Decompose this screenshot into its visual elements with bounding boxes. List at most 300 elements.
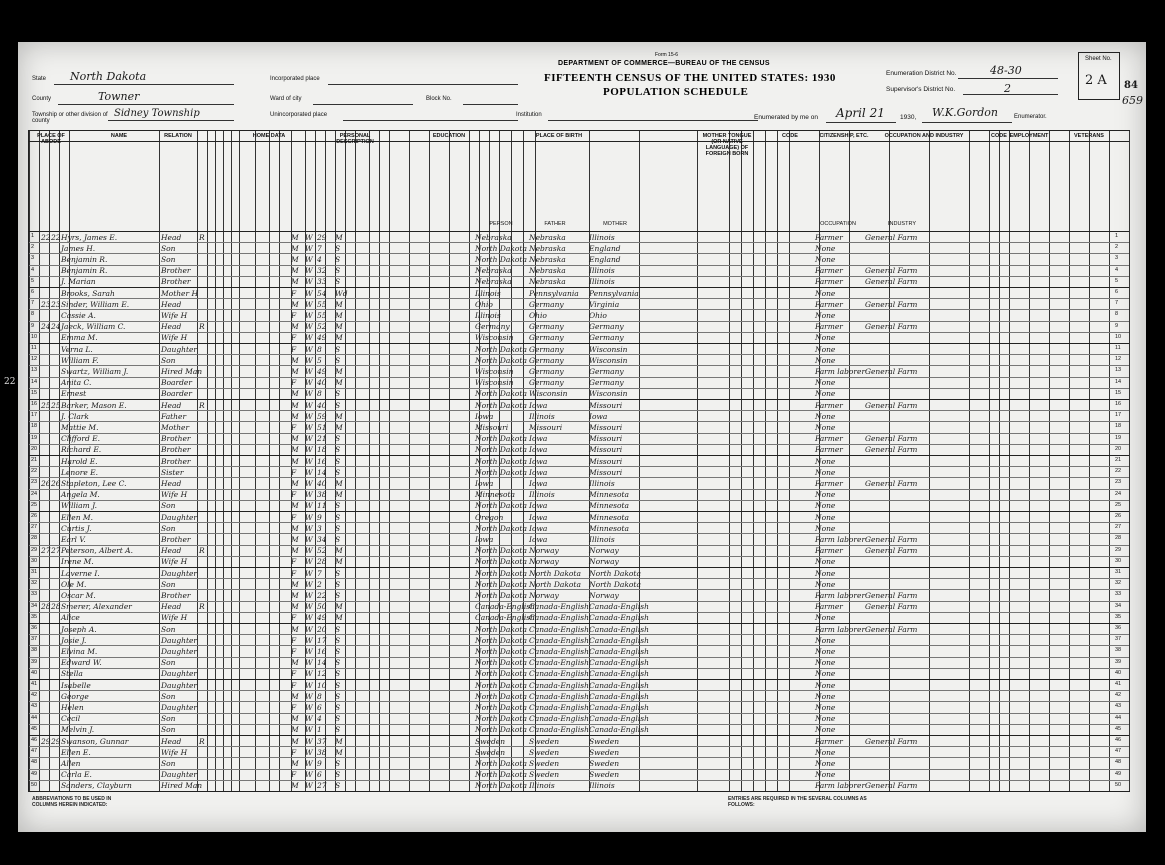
cell-mother: Missouri xyxy=(589,422,623,432)
cell-age: 9 xyxy=(317,512,322,522)
cell-own xyxy=(199,646,209,657)
row-number: 19 xyxy=(31,434,38,441)
row-number: 17 xyxy=(31,412,38,419)
cell-race: W xyxy=(305,714,313,724)
cell-sex: M xyxy=(291,411,299,421)
row-number: 40 xyxy=(31,669,38,676)
cell-rel: Daughter xyxy=(161,568,197,578)
cell-name: Angela M. xyxy=(61,490,100,500)
cell-birth: North Dakota xyxy=(475,557,527,567)
cell-dw: 25 xyxy=(41,400,51,410)
cell-own xyxy=(199,310,209,321)
cell-occ: Farm laborer xyxy=(815,534,866,544)
cell-name: Peterson, Albert A. xyxy=(61,546,133,556)
cell-rel: Head xyxy=(161,232,182,242)
cell-rel: Son xyxy=(161,691,176,701)
cell-mother: North Dakota xyxy=(589,579,641,589)
cell-own xyxy=(199,724,209,735)
cell-occ: Farmer xyxy=(815,266,843,276)
cell-sex: M xyxy=(291,624,299,634)
cell-rel: Brother xyxy=(161,277,191,287)
cell-ind xyxy=(865,556,919,567)
cell-mother: Canada-English xyxy=(589,725,649,735)
cell-rel: Son xyxy=(161,714,176,724)
cell-own: R xyxy=(199,736,205,746)
enumerator-signature: W.K.Gordon xyxy=(932,106,999,119)
cell-rel: Daughter xyxy=(161,344,197,354)
cell-name: Helen xyxy=(61,702,84,712)
cell-sex: F xyxy=(291,702,297,712)
cell-race: W xyxy=(305,501,313,511)
cell-mother: Sweden xyxy=(589,770,620,780)
cell-mother: Canada-English xyxy=(589,714,649,724)
cell-birth: Ohio xyxy=(475,299,493,309)
cell-ms: S xyxy=(335,277,341,287)
cell-name: Harold E. xyxy=(61,456,98,466)
cell-ind: General Farm xyxy=(865,266,918,276)
row-number-right: 22 xyxy=(1115,468,1122,475)
cell-ms: S xyxy=(335,646,341,656)
cell-race: W xyxy=(305,254,313,264)
row-number: 36 xyxy=(31,625,38,631)
cell-race: W xyxy=(305,333,313,343)
grid-column-line xyxy=(999,131,1000,791)
cell-birth: North Dakota xyxy=(475,456,527,466)
cell-mother: Canada-English xyxy=(589,658,649,668)
cell-mother: Canada-English xyxy=(589,635,649,645)
cell-name: Curtis J. xyxy=(61,523,92,533)
cell-father: Iowa xyxy=(529,434,548,444)
cell-race: W xyxy=(305,389,313,399)
cell-father: Iowa xyxy=(529,523,548,533)
cell-occ: None xyxy=(815,243,836,253)
cell-ms: S xyxy=(335,456,341,466)
cell-sex: F xyxy=(291,333,297,343)
cell-own xyxy=(199,568,209,579)
row-number-right: 37 xyxy=(1115,636,1122,643)
cell-father: Canada-English xyxy=(529,680,589,690)
cell-ms: M xyxy=(335,310,343,320)
cell-age: 51 xyxy=(317,422,327,432)
row-number-right: 25 xyxy=(1115,501,1122,508)
row-number-right: 5 xyxy=(1115,277,1119,284)
cell-own xyxy=(199,758,209,769)
cell-ind: General Farm xyxy=(865,400,918,410)
cell-ind xyxy=(865,467,919,478)
block-label: Block No. xyxy=(426,96,452,102)
cell-own xyxy=(199,691,209,702)
cell-sex: M xyxy=(291,355,299,365)
cell-occ: None xyxy=(815,658,836,668)
cell-age: 4 xyxy=(317,254,322,264)
cell-own xyxy=(199,299,209,310)
cell-occ: None xyxy=(815,725,836,735)
cell-mother: England xyxy=(589,243,621,253)
cell-age: 21 xyxy=(317,434,327,444)
cell-rel: Son xyxy=(161,243,176,253)
cell-age: 27 xyxy=(317,781,327,791)
cell-occ: None xyxy=(815,702,836,712)
row-number-right: 6 xyxy=(1115,289,1119,295)
column-group-heading: PLACE OF BIRTH xyxy=(535,133,583,139)
row-number-right: 44 xyxy=(1115,714,1122,721)
cell-race: W xyxy=(305,232,313,242)
cell-occ: None xyxy=(815,613,836,623)
cell-ms: S xyxy=(335,534,341,544)
cell-occ: None xyxy=(815,490,836,500)
grid-column-line xyxy=(231,131,232,791)
grid-column-line xyxy=(279,131,280,791)
cell-age: 50 xyxy=(317,602,327,612)
cell-ms: S xyxy=(335,434,341,444)
cell-ind xyxy=(865,288,919,299)
cell-birth: North Dakota xyxy=(475,669,527,679)
cell-ind xyxy=(865,657,919,668)
cell-age: 49 xyxy=(317,366,327,376)
cell-father: Iowa xyxy=(529,400,548,410)
grid-column-line xyxy=(469,131,470,791)
cell-occ: None xyxy=(815,714,836,724)
cell-name: Laverne I. xyxy=(61,568,100,578)
cell-race: W xyxy=(305,445,313,455)
cell-mother: Wisconsin xyxy=(589,355,628,365)
cell-name: Allen xyxy=(61,758,81,768)
row-number-right: 38 xyxy=(1115,647,1122,654)
cell-birth: North Dakota xyxy=(475,624,527,634)
cell-mother: Virginia xyxy=(589,299,620,309)
cell-rel: Son xyxy=(161,624,176,634)
cell-race: W xyxy=(305,478,313,488)
cell-ms: M xyxy=(335,490,343,500)
cell-rel: Son xyxy=(161,254,176,264)
cell-age: 55 xyxy=(317,299,327,309)
cell-father: Canada-English xyxy=(529,725,589,735)
cell-race: W xyxy=(305,266,313,276)
cell-birth: Missouri xyxy=(475,422,509,432)
row-number: 15 xyxy=(31,389,38,396)
cell-sex: F xyxy=(291,747,297,757)
census-grid xyxy=(28,130,1130,792)
cell-birth: North Dakota xyxy=(475,434,527,444)
cell-own xyxy=(199,433,209,444)
cell-name: Joseph A. xyxy=(61,624,97,634)
grid-column-line xyxy=(269,131,270,791)
cell-ind xyxy=(865,512,919,523)
cell-name: Anita C. xyxy=(61,378,92,388)
cell-ms: S xyxy=(335,781,341,791)
cell-own xyxy=(199,556,209,567)
census-sheet xyxy=(18,42,1146,832)
row-number: 3 xyxy=(31,255,35,262)
row-number: 48 xyxy=(31,759,38,766)
sheet-number-box xyxy=(1078,52,1120,100)
cell-name: Ellen E. xyxy=(61,747,91,757)
cell-name: J. Marian xyxy=(61,277,96,287)
form-number: Form 15-6 xyxy=(655,52,679,58)
cell-name: William J. xyxy=(61,501,97,511)
cell-ms: M xyxy=(335,613,343,623)
cell-father: Canada-English xyxy=(529,691,589,701)
grid-column-line xyxy=(777,131,778,791)
row-number: 20 xyxy=(31,445,38,452)
cell-occ: None xyxy=(815,523,836,533)
row-number-right: 48 xyxy=(1115,759,1122,766)
cell-age: 6 xyxy=(317,770,322,780)
cell-rel: Head xyxy=(161,322,182,332)
cell-occ: None xyxy=(815,344,836,354)
column-group-heading: PLACE OF ABODE xyxy=(37,133,65,145)
cell-name: Benjamin R. xyxy=(61,266,108,276)
cell-own xyxy=(199,769,209,780)
cell-ind: General Farm xyxy=(865,736,918,746)
township-value: Sidney Township xyxy=(114,108,200,119)
cell-ind xyxy=(865,612,919,623)
cell-ms: S xyxy=(335,658,341,668)
cell-ms: S xyxy=(335,590,341,600)
cell-father: Nebraska xyxy=(529,266,566,276)
cell-sex: F xyxy=(291,512,297,522)
cell-father: Germany xyxy=(529,378,564,388)
cell-occ: Farm laborer xyxy=(815,624,866,634)
row-number-right: 3 xyxy=(1115,255,1119,262)
row-number: 42 xyxy=(31,692,38,699)
cell-occ: None xyxy=(815,646,836,656)
grid-column-line xyxy=(29,131,30,791)
cell-own xyxy=(199,422,209,433)
cell-ind xyxy=(865,646,919,657)
cell-father: Iowa xyxy=(529,534,548,544)
cell-mother: Germany xyxy=(589,333,624,343)
cell-ms: S xyxy=(335,266,341,276)
cell-mother: Canada-English xyxy=(589,613,649,623)
department-title: DEPARTMENT OF COMMERCE—BUREAU OF THE CENSUS xyxy=(558,60,770,67)
cell-name: Barker, Mason E. xyxy=(61,400,127,410)
row-number: 6 xyxy=(31,289,35,295)
cell-name: Emma M. xyxy=(61,333,98,343)
cell-own xyxy=(199,411,209,422)
column-subheading: INDUSTRY xyxy=(887,221,916,227)
cell-mother: Wisconsin xyxy=(589,344,628,354)
row-number: 38 xyxy=(31,647,38,654)
cell-sex: F xyxy=(291,635,297,645)
enum-district-value: 48-30 xyxy=(990,64,1022,77)
cell-own xyxy=(199,388,209,399)
cell-ind xyxy=(865,500,919,511)
cell-rel: Head xyxy=(161,602,182,612)
cell-mother: Sweden xyxy=(589,758,620,768)
stamp-side-number: 659 xyxy=(1122,94,1143,107)
cell-age: 7 xyxy=(317,568,322,578)
row-number-right: 15 xyxy=(1115,389,1122,396)
cell-rel: Wife H xyxy=(161,747,188,757)
cell-own: R xyxy=(199,400,205,410)
cell-mother: Minnesota xyxy=(589,512,630,522)
cell-ms: S xyxy=(335,725,341,735)
cell-birth: North Dakota xyxy=(475,445,527,455)
cell-ms: S xyxy=(335,770,341,780)
row-number: 41 xyxy=(31,681,38,687)
cell-race: W xyxy=(305,725,313,735)
cell-age: 22 xyxy=(317,590,327,600)
cell-sex: F xyxy=(291,770,297,780)
cell-name: Verna L. xyxy=(61,344,93,354)
cell-sex: M xyxy=(291,736,299,746)
cell-birth: Oregon xyxy=(475,512,504,522)
cell-ms: S xyxy=(335,389,341,399)
sheet-label: Sheet No. xyxy=(1085,56,1112,62)
cell-mother: Sweden xyxy=(589,736,620,746)
cell-mother: Pennsylvania xyxy=(589,288,639,298)
cell-own xyxy=(199,265,209,276)
cell-rel: Head xyxy=(161,478,182,488)
cell-occ: Farmer xyxy=(815,400,843,410)
cell-occ: Farm laborer xyxy=(815,366,866,376)
cell-fam: 26 xyxy=(51,478,61,488)
cell-ind: General Farm xyxy=(865,322,918,332)
cell-ms: S xyxy=(335,512,341,522)
row-number-right: 17 xyxy=(1115,412,1122,419)
cell-rel: Hired Man xyxy=(161,366,203,376)
cell-ind xyxy=(865,668,919,679)
schedule-title: POPULATION SCHEDULE xyxy=(603,86,749,98)
cell-sex: M xyxy=(291,579,299,589)
cell-ind: General Farm xyxy=(865,445,918,455)
cell-own: R xyxy=(199,322,205,332)
cell-father: Illinois xyxy=(529,490,555,500)
cell-occ: None xyxy=(815,635,836,645)
county-value: Towner xyxy=(98,90,140,103)
cell-fam: 25 xyxy=(51,400,61,410)
cell-name: Brooks, Sarah xyxy=(61,288,115,298)
cell-own xyxy=(199,635,209,646)
cell-age: 32 xyxy=(317,266,327,276)
cell-mother: Illinois xyxy=(589,478,615,488)
cell-mother: England xyxy=(589,254,621,264)
cell-ms: M xyxy=(335,411,343,421)
cell-ind xyxy=(865,758,919,769)
cell-birth: Illinois xyxy=(475,288,501,298)
cell-name: Stella xyxy=(61,669,83,679)
cell-age: 3 xyxy=(317,523,322,533)
grid-column-line xyxy=(197,131,198,791)
row-number-right: 9 xyxy=(1115,322,1119,329)
row-number-right: 10 xyxy=(1115,333,1122,340)
cell-occ: None xyxy=(815,680,836,690)
row-number-right: 1 xyxy=(1115,233,1119,239)
row-number: 8 xyxy=(31,311,35,318)
cell-father: Sweden xyxy=(529,758,560,768)
cell-rel: Brother xyxy=(161,434,191,444)
cell-occ: Farmer xyxy=(815,736,843,746)
cell-occ: Farmer xyxy=(815,277,843,287)
cell-name: Hyrs, James E. xyxy=(61,232,118,242)
cell-name: Irene M. xyxy=(61,557,94,567)
cell-father: Canada-English xyxy=(529,669,589,679)
cell-rel: Sister xyxy=(161,467,184,477)
cell-sex: M xyxy=(291,501,299,511)
row-number: 35 xyxy=(31,613,38,620)
cell-birth: North Dakota xyxy=(475,658,527,668)
incorporated-label: Incorporated place xyxy=(270,76,320,82)
cell-sex: F xyxy=(291,669,297,679)
cell-race: W xyxy=(305,613,313,623)
cell-mother: Germany xyxy=(589,378,624,388)
grid-column-line xyxy=(969,131,970,791)
cell-rel: Mother H xyxy=(161,288,198,298)
cell-father: Nebraska xyxy=(529,277,566,287)
column-group-heading: EMPLOYMENT xyxy=(1009,133,1049,139)
cell-birth: Wisconsin xyxy=(475,333,514,343)
enumerated-date: April 21 xyxy=(836,106,885,120)
cell-rel: Hired Man xyxy=(161,781,203,791)
row-number: 39 xyxy=(31,658,38,665)
cell-father: Iowa xyxy=(529,467,548,477)
cell-birth: Minnesota xyxy=(475,490,516,500)
cell-sex: M xyxy=(291,714,299,724)
cell-occ: None xyxy=(815,378,836,388)
cell-name: Ernest xyxy=(61,389,87,399)
cell-race: W xyxy=(305,434,313,444)
cell-sex: M xyxy=(291,758,299,768)
cell-ms: M xyxy=(335,299,343,309)
cell-age: 17 xyxy=(317,635,327,645)
cell-ind xyxy=(865,713,919,724)
cell-name: Mattie M. xyxy=(61,422,99,432)
cell-father: Sweden xyxy=(529,770,560,780)
row-number-right: 14 xyxy=(1115,378,1122,385)
row-number-right: 41 xyxy=(1115,681,1122,687)
row-number: 24 xyxy=(31,490,38,497)
cell-sex: F xyxy=(291,422,297,432)
cell-ind xyxy=(865,769,919,780)
cell-father: Wisconsin xyxy=(529,389,568,399)
cell-birth: Sweden xyxy=(475,736,506,746)
cell-age: 34 xyxy=(317,534,327,544)
cell-mother: Minnesota xyxy=(589,490,630,500)
cell-ms: S xyxy=(335,501,341,511)
cell-occ: Farmer xyxy=(815,478,843,488)
cell-occ: None xyxy=(815,512,836,522)
cell-name: Benjamin R. xyxy=(61,254,108,264)
cell-ind: General Farm xyxy=(865,602,918,612)
cell-occ: Farm laborer xyxy=(815,590,866,600)
row-number-right: 13 xyxy=(1115,367,1122,374)
cell-occ: Farmer xyxy=(815,299,843,309)
cell-name: George xyxy=(61,691,89,701)
cell-race: W xyxy=(305,400,313,410)
column-group-heading: RELATION xyxy=(164,133,192,139)
cell-occ: Farmer xyxy=(815,445,843,455)
cell-name: Cassie A. xyxy=(61,310,96,320)
cell-father: Nebraska xyxy=(529,254,566,264)
cell-age: 12 xyxy=(317,669,327,679)
cell-ind xyxy=(865,702,919,713)
row-number: 9 xyxy=(31,322,35,329)
cell-occ: None xyxy=(815,456,836,466)
ward-label: Ward of city xyxy=(270,96,302,102)
row-number: 22 xyxy=(31,468,38,475)
cell-birth: North Dakota xyxy=(475,579,527,589)
row-number-right: 36 xyxy=(1115,625,1122,631)
cell-name: Melvin J. xyxy=(61,725,95,735)
cell-ind: General Farm xyxy=(865,434,918,444)
cell-fam: 22 xyxy=(51,232,61,242)
cell-sex: M xyxy=(291,534,299,544)
cell-race: W xyxy=(305,243,313,253)
cell-race: W xyxy=(305,512,313,522)
cell-own: R xyxy=(199,232,205,242)
cell-mother: Ohio xyxy=(589,310,607,320)
